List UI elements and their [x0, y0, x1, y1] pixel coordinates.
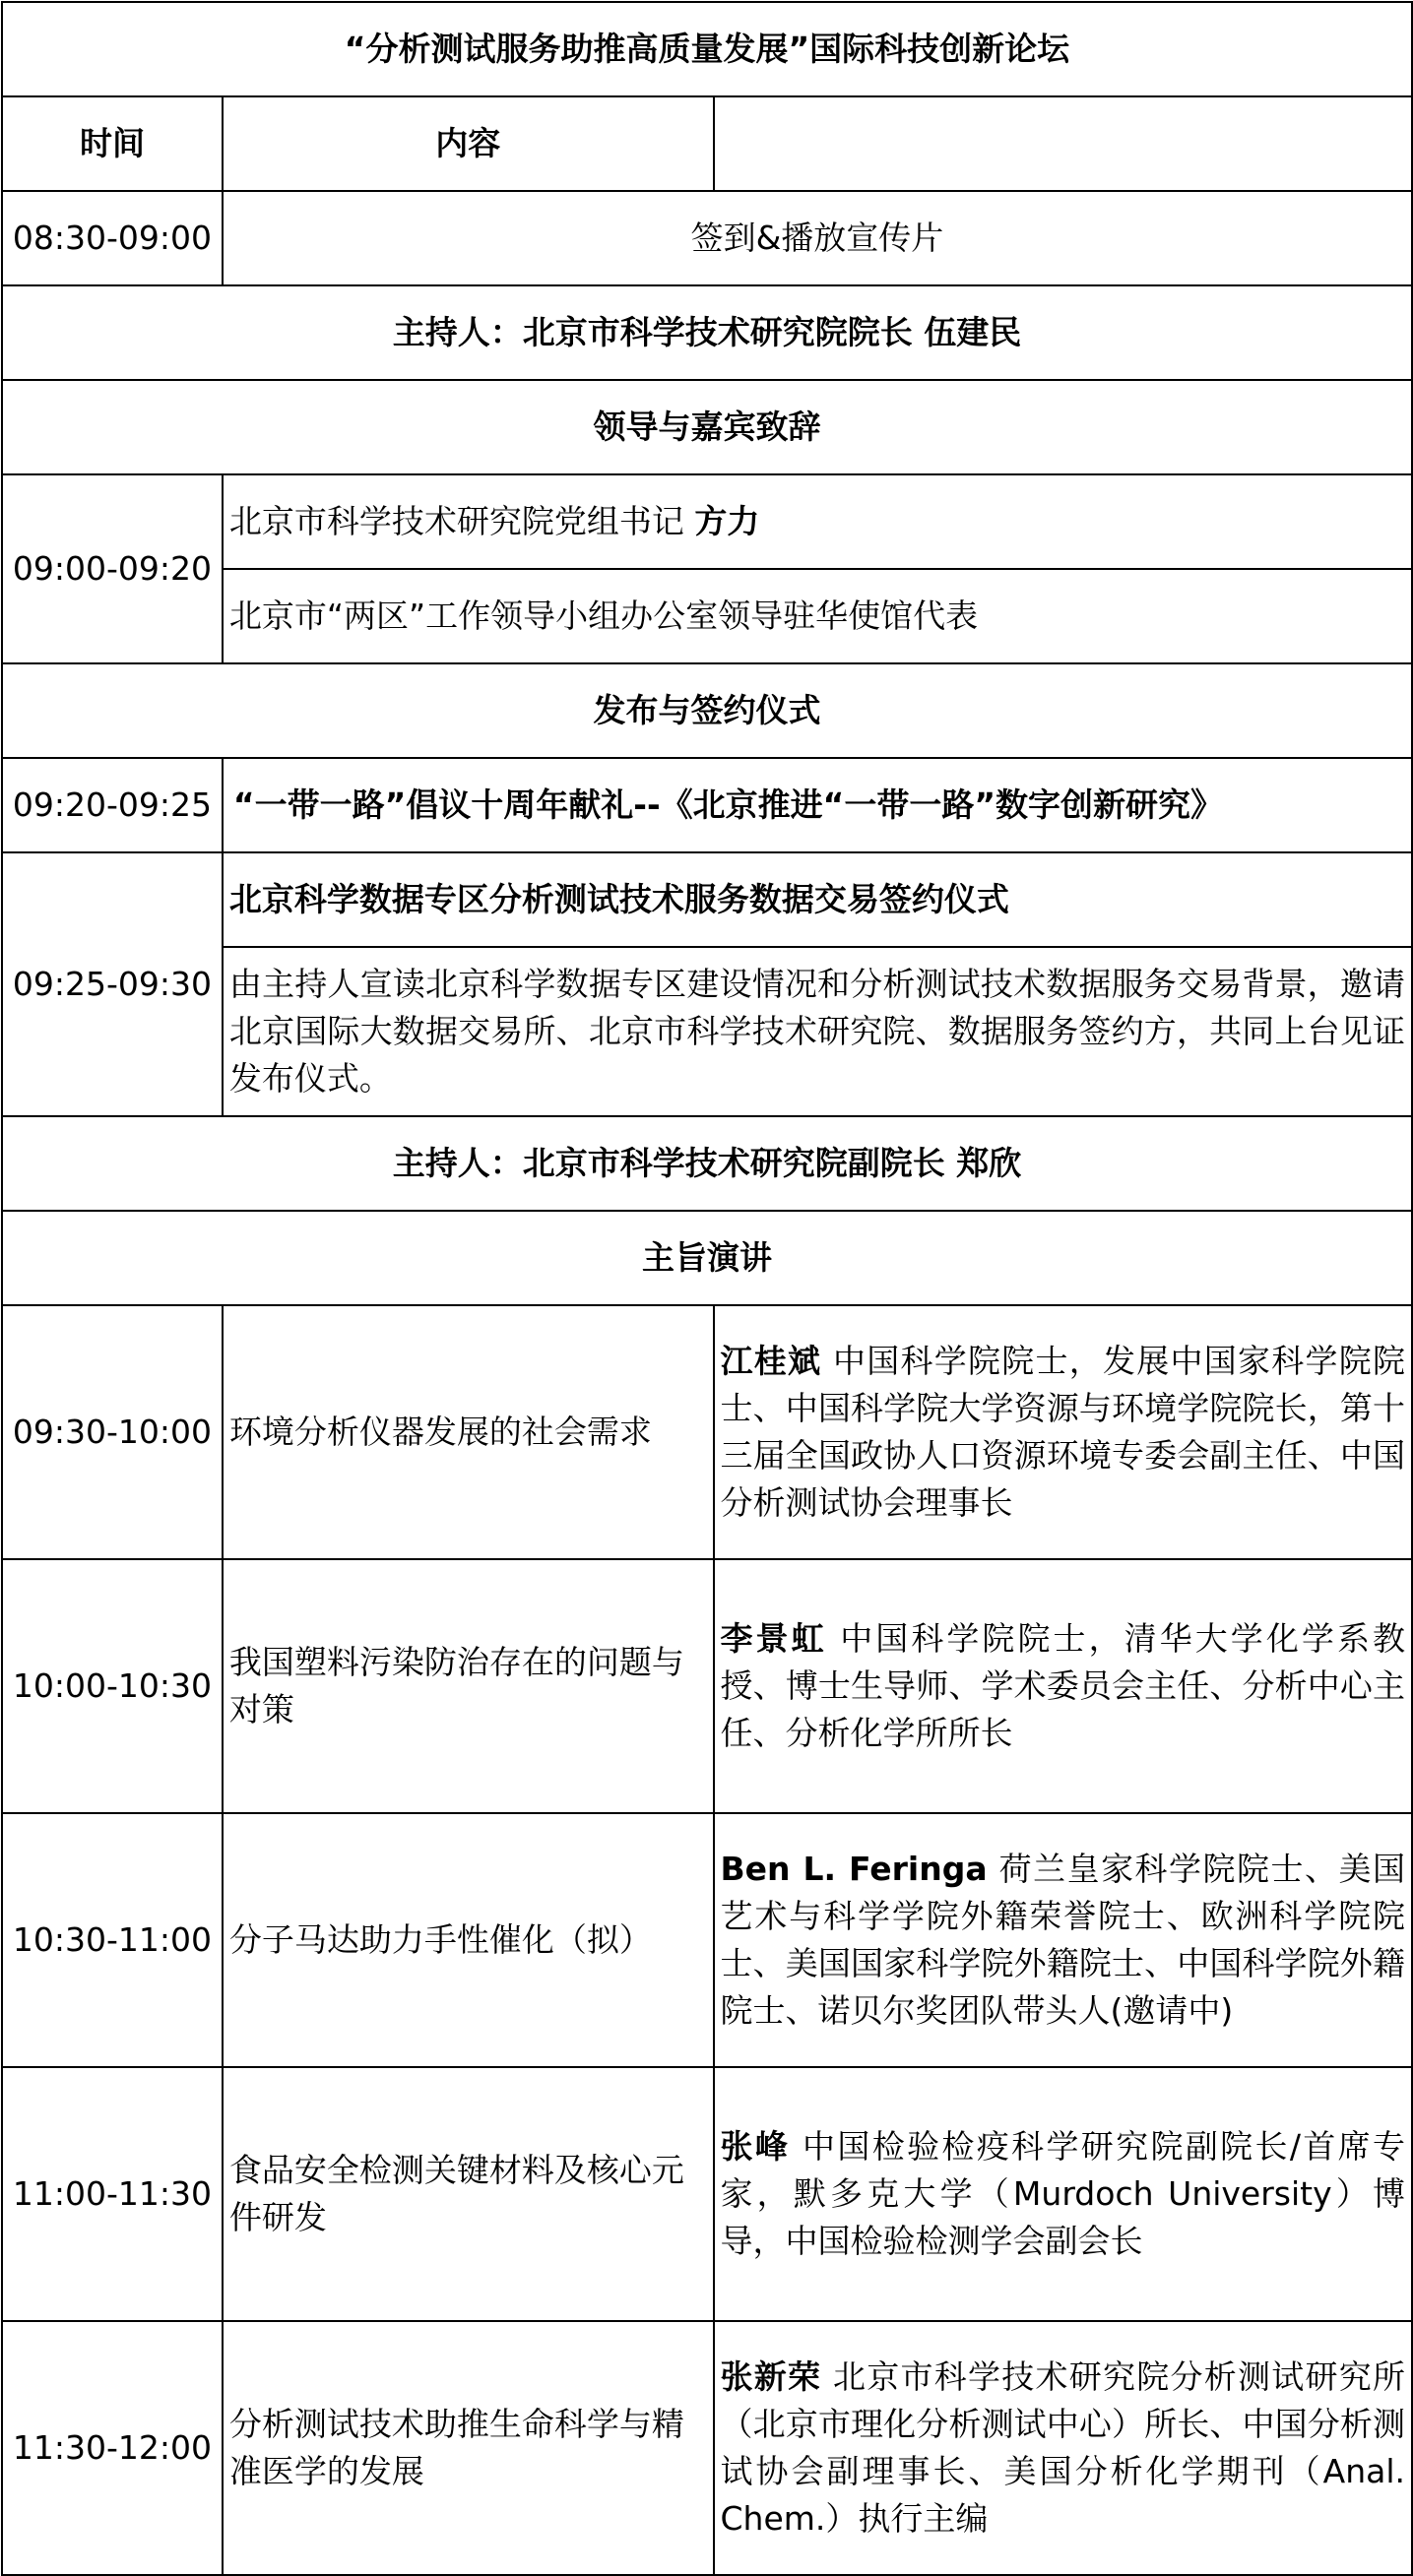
keynote-topic: 环境分析仪器发展的社会需求: [223, 1305, 714, 1559]
speaker-bio: 中国科学院院士，发展中国家科学院院士、中国科学院大学资源与环境学院院长，第十三届全国政协人口资源环境专委会副主任、中国分析测试协会理事长: [720, 1342, 1405, 1522]
keynote-time: 09:30-10:00: [2, 1305, 223, 1559]
keynote-speaker-cell: [714, 2067, 1413, 2321]
speech-line-1-name: 方力: [694, 502, 760, 540]
signing-title: 北京科学数据专区分析测试技术服务数据交易签约仪式: [223, 852, 1412, 947]
keynote-time: 11:00-11:30: [2, 2067, 223, 2321]
keynote-topic: 分子马达助力手性催化（拟）: [223, 1813, 714, 2067]
speaker-name: 张新荣: [720, 2357, 822, 2396]
signing-time: 09:25-09:30: [2, 852, 223, 1116]
speech-line-2: 北京市“两区”工作领导小组办公室领导驻华使馆代表: [223, 569, 1412, 663]
speech-line-1: [223, 474, 1412, 569]
keynote-time: 10:00-10:30: [2, 1559, 223, 1813]
header-content: 内容: [223, 96, 714, 191]
keynote-row: [2, 2067, 1412, 2321]
agenda-table: [1, 1, 1413, 2576]
keynote-row: [2, 1305, 1412, 1559]
speaker-bio: 中国科学院院士，清华大学化学系教授、博士生导师、学术委员会主任、分析中心主任、分析化学所所长: [720, 1619, 1406, 1752]
forum-title: “分析测试服务助推高质量发展”国际科技创新论坛: [2, 2, 1412, 96]
keynote-speaker-cell: [714, 1813, 1413, 2067]
keynote-topic: 食品安全检测关键材料及核心元件研发: [223, 2067, 714, 2321]
checkin-time: 08:30-09:00: [2, 191, 223, 285]
speaker-name: Ben L. Feringa: [720, 1850, 988, 1888]
checkin-text: 签到&播放宣传片: [223, 191, 1412, 285]
header-time: 时间: [2, 96, 223, 191]
keynote-time: 10:30-11:00: [2, 1813, 223, 2067]
host-2: 主持人：北京市科学技术研究院副院长 郑欣: [2, 1116, 1412, 1211]
keynote-row: [2, 1559, 1412, 1813]
speaker-bio: 北京市科学技术研究院分析测试研究所（北京市理化分析测试中心）所长、中国分析测试协会副理事长、美国分析化学期刊（Anal. Chem.）执行主编: [720, 2357, 1405, 2538]
keynote-speaker-cell: [714, 1305, 1413, 1559]
keynote-speaker-cell: [714, 1559, 1413, 1813]
speech-line-1-prefix: 北京市科学技术研究院党组书记: [228, 502, 695, 540]
keynote-row: [2, 2321, 1412, 2575]
section-release: 发布与签约仪式: [2, 663, 1412, 758]
speaker-name: 张峰: [720, 2127, 791, 2166]
release-time: 09:20-09:25: [2, 758, 223, 852]
keynote-row: [2, 1813, 1412, 2067]
speech-time: 09:00-09:20: [2, 474, 223, 663]
keynote-speaker-cell: [714, 2321, 1413, 2575]
speaker-bio: 中国检验检疫科学研究院副院长/首席专家，默多克大学（Murdoch University）博导，中国检验检测学会副会长: [720, 2127, 1406, 2260]
signing-desc: 由主持人宣读北京科学数据专区建设情况和分析测试技术数据服务交易背景，邀请北京国际大数据交易所、北京市科学技术研究院、数据服务签约方，共同上台见证发布仪式。: [223, 947, 1412, 1116]
release-text: “一带一路”倡议十周年献礼--《北京推进“一带一路”数字创新研究》: [223, 758, 1412, 852]
speaker-name: 江桂斌: [720, 1342, 822, 1380]
host-1: 主持人：北京市科学技术研究院院长 伍建民: [2, 285, 1412, 380]
keynote-topic: 我国塑料污染防治存在的问题与对策: [223, 1559, 714, 1813]
header-empty: [714, 96, 1413, 191]
keynote-topic: 分析测试技术助推生命科学与精准医学的发展: [223, 2321, 714, 2575]
speaker-bio: 荷兰皇家科学院院士、美国艺术与科学学院外籍荣誉院士、欧洲科学院院士、美国国家科学院外籍院士、中国科学院外籍院士、诺贝尔奖团队带头人(邀请中): [720, 1850, 1405, 2030]
keynote-time: 11:30-12:00: [2, 2321, 223, 2575]
speaker-name: 李景虹: [720, 1619, 827, 1658]
section-keynote: 主旨演讲: [2, 1211, 1412, 1305]
section-speech: 领导与嘉宾致辞: [2, 380, 1412, 474]
